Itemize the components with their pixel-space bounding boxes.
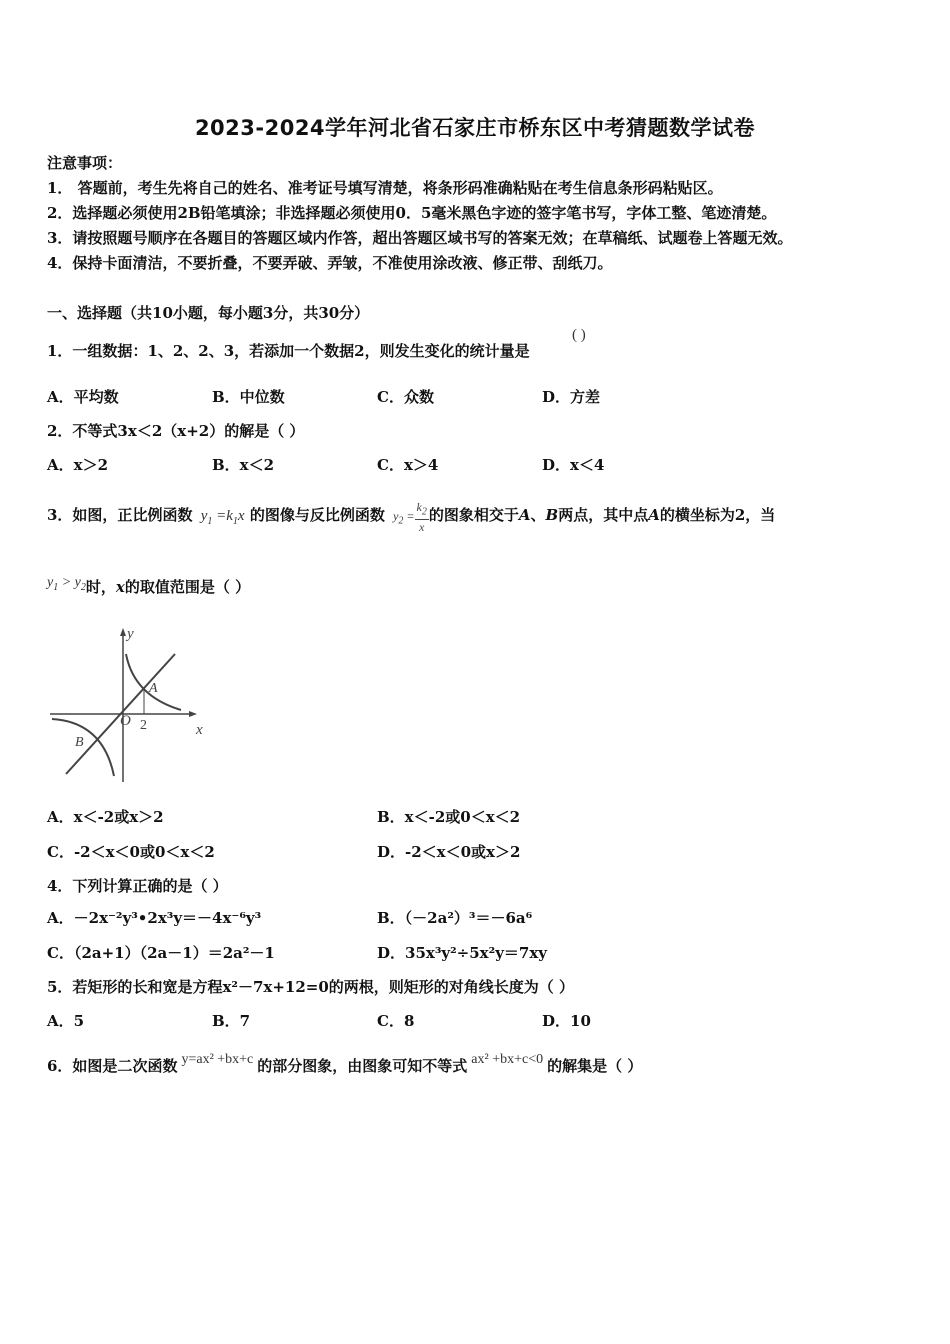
option-b: B．（－2a²）³＝－6a⁶ [377,909,533,927]
option-c: C．（2a+1）（2a－1）＝2a²－1 [47,944,275,962]
note-item: 1． 答题前，考生先将自己的姓名、准考证号填写清楚，将条形码准确粘贴在考生信息条形码粘贴区。 [47,179,723,197]
q3-text: 的图象相交于 [428,505,519,524]
option-b: B．x＜2 [212,456,275,474]
inequality: $y_1 > y_2$ [47,575,86,593]
quadratic-expression: y=ax² +bx+c [181,1052,254,1067]
option-a: A．x＜-2或x＞2 [47,808,164,826]
question-3-condition: $y_1 > y_2$时，x的取值范围是（ ） [47,575,251,596]
q3-text: 两点，其中点 [558,505,649,524]
point-label: A [518,505,531,524]
point-b-label: B [75,735,84,750]
y-axis-arrow-icon [120,628,126,636]
note-item: 2．选择题必须使用2B铅笔填涂；非选择题必须使用0．5毫米黑色字迹的签字笔书写，字体工整、笔迹清楚。 [47,204,777,222]
inverse-function: $y_2$ = $\frac{k_2}{x}$ [393,500,427,535]
q3-graph [48,624,218,784]
note-item: 3．请按照题号顺序在各题目的答题区域内作答，超出答题区域书写的答案无效；在草稿纸、试题卷上答题无效。 [47,229,793,247]
x-axis-arrow-icon [189,711,197,717]
quadratic-inequality: ax² +bx+c<0 [471,1052,544,1067]
option-d: D．35x³y²÷5x²y＝7xy [377,944,548,962]
option-a: A．5 [47,1012,85,1030]
option-c: C．众数 [377,388,434,406]
q3-text: 3．如图，正比例函数 [47,505,193,524]
y-label: y [127,626,134,642]
option-c: C．-2＜x＜0或0＜x＜2 [47,843,215,861]
option-a: A．x＞2 [47,456,109,474]
question-2-stem: 2．不等式3x＜2（x+2）的解是（ ） [47,422,305,440]
point-label: A [648,505,660,524]
q3-text: 的图像与反比例函数 [249,505,385,524]
answer-parentheses: ( ) [572,327,586,343]
option-b: B．x＜-2或0＜x＜2 [377,808,521,826]
tick-label: 2 [140,718,147,733]
question-4-stem: 4．下列计算正确的是（ ） [47,877,228,895]
point-label: B [545,505,559,524]
origin-label: O [120,713,131,729]
section-heading: 一、选择题（共10小题，每小题3分，共30分） [47,304,370,322]
question-6-stem: 6．如图是二次函数 y=ax² +bx+c 的部分图象，由图象可知不等式 ax² +bx+c<0 的解集是（ ） [47,1052,643,1075]
option-a: A．平均数 [47,388,119,406]
question-1-stem: 1．一组数据：1、2、2、3，若添加一个数据2，则发生变化的统计量是 [47,342,530,360]
option-d: D．方差 [542,388,601,406]
option-d: D．x＜4 [542,456,605,474]
option-a: A．－2x⁻²y³•2x³y＝－4x⁻⁶y³ [47,909,262,927]
option-d: D．10 [542,1012,591,1030]
point-a-label: A [149,681,158,696]
option-c: C．x＞4 [377,456,439,474]
linear-function: $y_1 =k_1x$ [200,507,245,527]
x-label: x [196,722,203,738]
question-3-stem: 3．如图，正比例函数 $y_1 =k_1x$ 的图像与反比例函数 $y_2$ = $\frac{k_2}{x}$ 的图象相交于A、B两点，其中点A的横坐标为2，当 [47,500,776,535]
notes-heading: 注意事项： [47,154,123,172]
q3-text: 的横坐标为2，当 [659,505,776,524]
option-c: C．8 [377,1012,415,1030]
option-b: B．中位数 [212,388,285,406]
note-item: 4．保持卡面清洁，不要折叠，不要弄破、弄皱，不准使用涂改液、修正带、刮纸刀。 [47,254,613,272]
page-title: 2023-2024学年河北省石家庄市桥东区中考猜题数学试卷 [194,116,756,140]
option-b: B．7 [212,1012,251,1030]
question-5-stem: 5．若矩形的长和宽是方程x²－7x+12=0的两根，则矩形的对角线长度为（ ） [47,978,575,996]
option-d: D．-2＜x＜0或x＞2 [377,843,521,861]
